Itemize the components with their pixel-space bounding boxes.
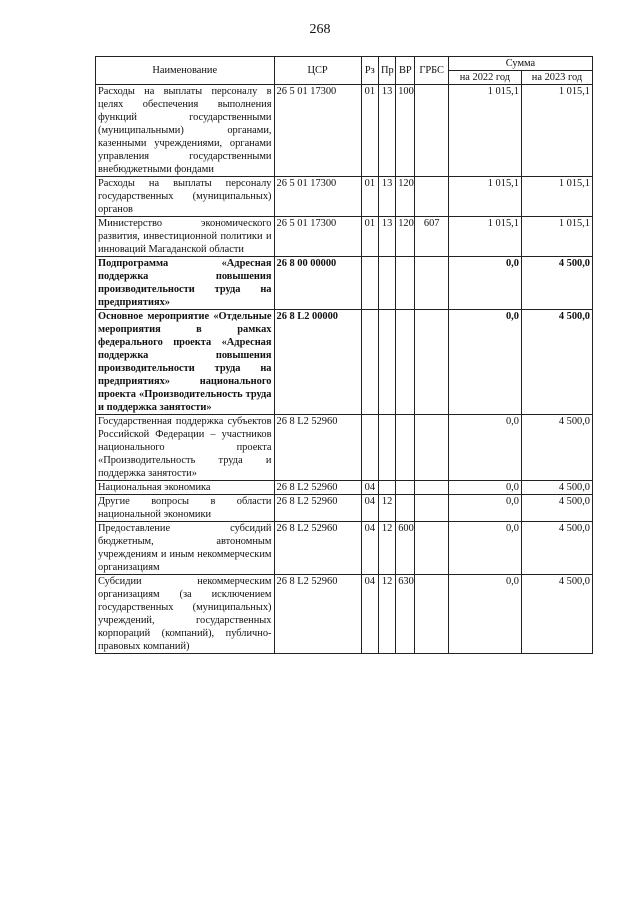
row-csr: 26 5 01 17300 bbox=[274, 85, 361, 177]
row-name: Основное мероприятие «Отдельные мероприятия в рамках федерального проекта «Адресная поддержка повышения производительности труда на предприятиях» национального проекта «Производительность труда и поддержка занятости» bbox=[96, 310, 275, 415]
row-sum-2022: 0,0 bbox=[448, 522, 521, 575]
row-csr: 26 8 L2 00000 bbox=[274, 310, 361, 415]
row-vr bbox=[396, 257, 415, 310]
row-sum-2023: 4 500,0 bbox=[521, 495, 592, 522]
row-grbs bbox=[415, 257, 448, 310]
row-vr bbox=[396, 415, 415, 481]
header-csr: ЦСР bbox=[274, 57, 361, 85]
table-row bbox=[96, 522, 593, 575]
table-body bbox=[96, 85, 593, 654]
budget-table bbox=[95, 56, 593, 654]
row-sum-2023: 4 500,0 bbox=[521, 310, 592, 415]
row-sum-2023: 1 015,1 bbox=[521, 177, 592, 217]
row-csr: 26 8 L2 52960 bbox=[274, 575, 361, 654]
row-vr bbox=[396, 310, 415, 415]
row-vr: 100 bbox=[396, 85, 415, 177]
row-sum-2023: 4 500,0 bbox=[521, 522, 592, 575]
row-rz: 04 bbox=[361, 495, 378, 522]
row-csr: 26 8 L2 52960 bbox=[274, 481, 361, 495]
row-grbs bbox=[415, 495, 448, 522]
row-sum-2022: 0,0 bbox=[448, 575, 521, 654]
header-vr: ВР bbox=[396, 57, 415, 85]
row-csr: 26 8 L2 52960 bbox=[274, 495, 361, 522]
row-rz: 04 bbox=[361, 575, 378, 654]
row-rz bbox=[361, 415, 378, 481]
row-name: Расходы на выплаты персоналу государственных (муниципальных) органов bbox=[96, 177, 275, 217]
header-year-2022: на 2022 год bbox=[448, 71, 521, 85]
row-pr bbox=[378, 310, 395, 415]
header-sum: Сумма bbox=[448, 57, 592, 71]
table-row bbox=[96, 495, 593, 522]
row-name: Национальная экономика bbox=[96, 481, 275, 495]
row-pr bbox=[378, 481, 395, 495]
row-pr: 13 bbox=[378, 177, 395, 217]
table-row bbox=[96, 257, 593, 310]
row-sum-2022: 0,0 bbox=[448, 481, 521, 495]
row-name: Расходы на выплаты персоналу в целях обеспечения выполнения функций государственными (муниципальными) органами, казенными учреждениями, органами управления государственными внебюджетными фондами bbox=[96, 85, 275, 177]
row-rz: 04 bbox=[361, 481, 378, 495]
row-grbs bbox=[415, 177, 448, 217]
row-sum-2023: 4 500,0 bbox=[521, 415, 592, 481]
header-rz: Рз bbox=[361, 57, 378, 85]
row-sum-2023: 1 015,1 bbox=[521, 85, 592, 177]
row-pr: 12 bbox=[378, 495, 395, 522]
header-pr: Пр bbox=[378, 57, 395, 85]
row-csr: 26 8 L2 52960 bbox=[274, 415, 361, 481]
row-name: Предоставление субсидий бюджетным, автономным учреждениям и иным некоммерческим организациям bbox=[96, 522, 275, 575]
row-sum-2022: 1 015,1 bbox=[448, 85, 521, 177]
row-name: Субсидии некоммерческим организациям (за исключением государственных (муниципальных) учреждений, государственных корпораций (компаний), публично-правовых компаний) bbox=[96, 575, 275, 654]
row-pr: 12 bbox=[378, 522, 395, 575]
row-sum-2022: 0,0 bbox=[448, 310, 521, 415]
row-vr bbox=[396, 481, 415, 495]
row-grbs: 607 bbox=[415, 217, 448, 257]
row-sum-2022: 0,0 bbox=[448, 257, 521, 310]
header-grbs: ГРБС bbox=[415, 57, 448, 85]
row-rz bbox=[361, 257, 378, 310]
row-grbs bbox=[415, 522, 448, 575]
table-row bbox=[96, 575, 593, 654]
row-vr: 120 bbox=[396, 217, 415, 257]
row-sum-2022: 1 015,1 bbox=[448, 217, 521, 257]
row-rz: 01 bbox=[361, 177, 378, 217]
row-sum-2022: 1 015,1 bbox=[448, 177, 521, 217]
row-vr: 630 bbox=[396, 575, 415, 654]
row-sum-2023: 1 015,1 bbox=[521, 217, 592, 257]
row-rz: 01 bbox=[361, 217, 378, 257]
row-pr bbox=[378, 415, 395, 481]
row-pr: 13 bbox=[378, 217, 395, 257]
row-sum-2023: 4 500,0 bbox=[521, 257, 592, 310]
row-vr: 120 bbox=[396, 177, 415, 217]
table-row bbox=[96, 177, 593, 217]
row-vr bbox=[396, 495, 415, 522]
row-pr: 13 bbox=[378, 85, 395, 177]
row-csr: 26 5 01 17300 bbox=[274, 217, 361, 257]
row-csr: 26 5 01 17300 bbox=[274, 177, 361, 217]
table-row bbox=[96, 85, 593, 177]
row-sum-2022: 0,0 bbox=[448, 495, 521, 522]
row-name: Государственная поддержка субъектов Российской Федерации – участников национального проекта «Производительность труда и поддержка занятости» bbox=[96, 415, 275, 481]
row-sum-2023: 4 500,0 bbox=[521, 481, 592, 495]
row-grbs bbox=[415, 85, 448, 177]
row-pr: 12 bbox=[378, 575, 395, 654]
header-year-2023: на 2023 год bbox=[521, 71, 592, 85]
row-grbs bbox=[415, 481, 448, 495]
row-grbs bbox=[415, 575, 448, 654]
row-rz: 01 bbox=[361, 85, 378, 177]
row-grbs bbox=[415, 310, 448, 415]
row-rz bbox=[361, 310, 378, 415]
row-csr: 26 8 00 00000 bbox=[274, 257, 361, 310]
row-vr: 600 bbox=[396, 522, 415, 575]
row-name: Другие вопросы в области национальной экономики bbox=[96, 495, 275, 522]
row-csr: 26 8 L2 52960 bbox=[274, 522, 361, 575]
header-name: Наименование bbox=[96, 57, 275, 85]
page-number: 268 bbox=[309, 22, 331, 37]
row-pr bbox=[378, 257, 395, 310]
table-row bbox=[96, 217, 593, 257]
row-sum-2023: 4 500,0 bbox=[521, 575, 592, 654]
row-rz: 04 bbox=[361, 522, 378, 575]
table-row bbox=[96, 415, 593, 481]
table-row bbox=[96, 481, 593, 495]
row-name: Подпрограмма «Адресная поддержка повышения производительности труда на предприятиях» bbox=[96, 257, 275, 310]
row-sum-2022: 0,0 bbox=[448, 415, 521, 481]
row-grbs bbox=[415, 415, 448, 481]
row-name: Министерство экономического развития, инвестиционной политики и инноваций Магаданской области bbox=[96, 217, 275, 257]
table-row bbox=[96, 310, 593, 415]
